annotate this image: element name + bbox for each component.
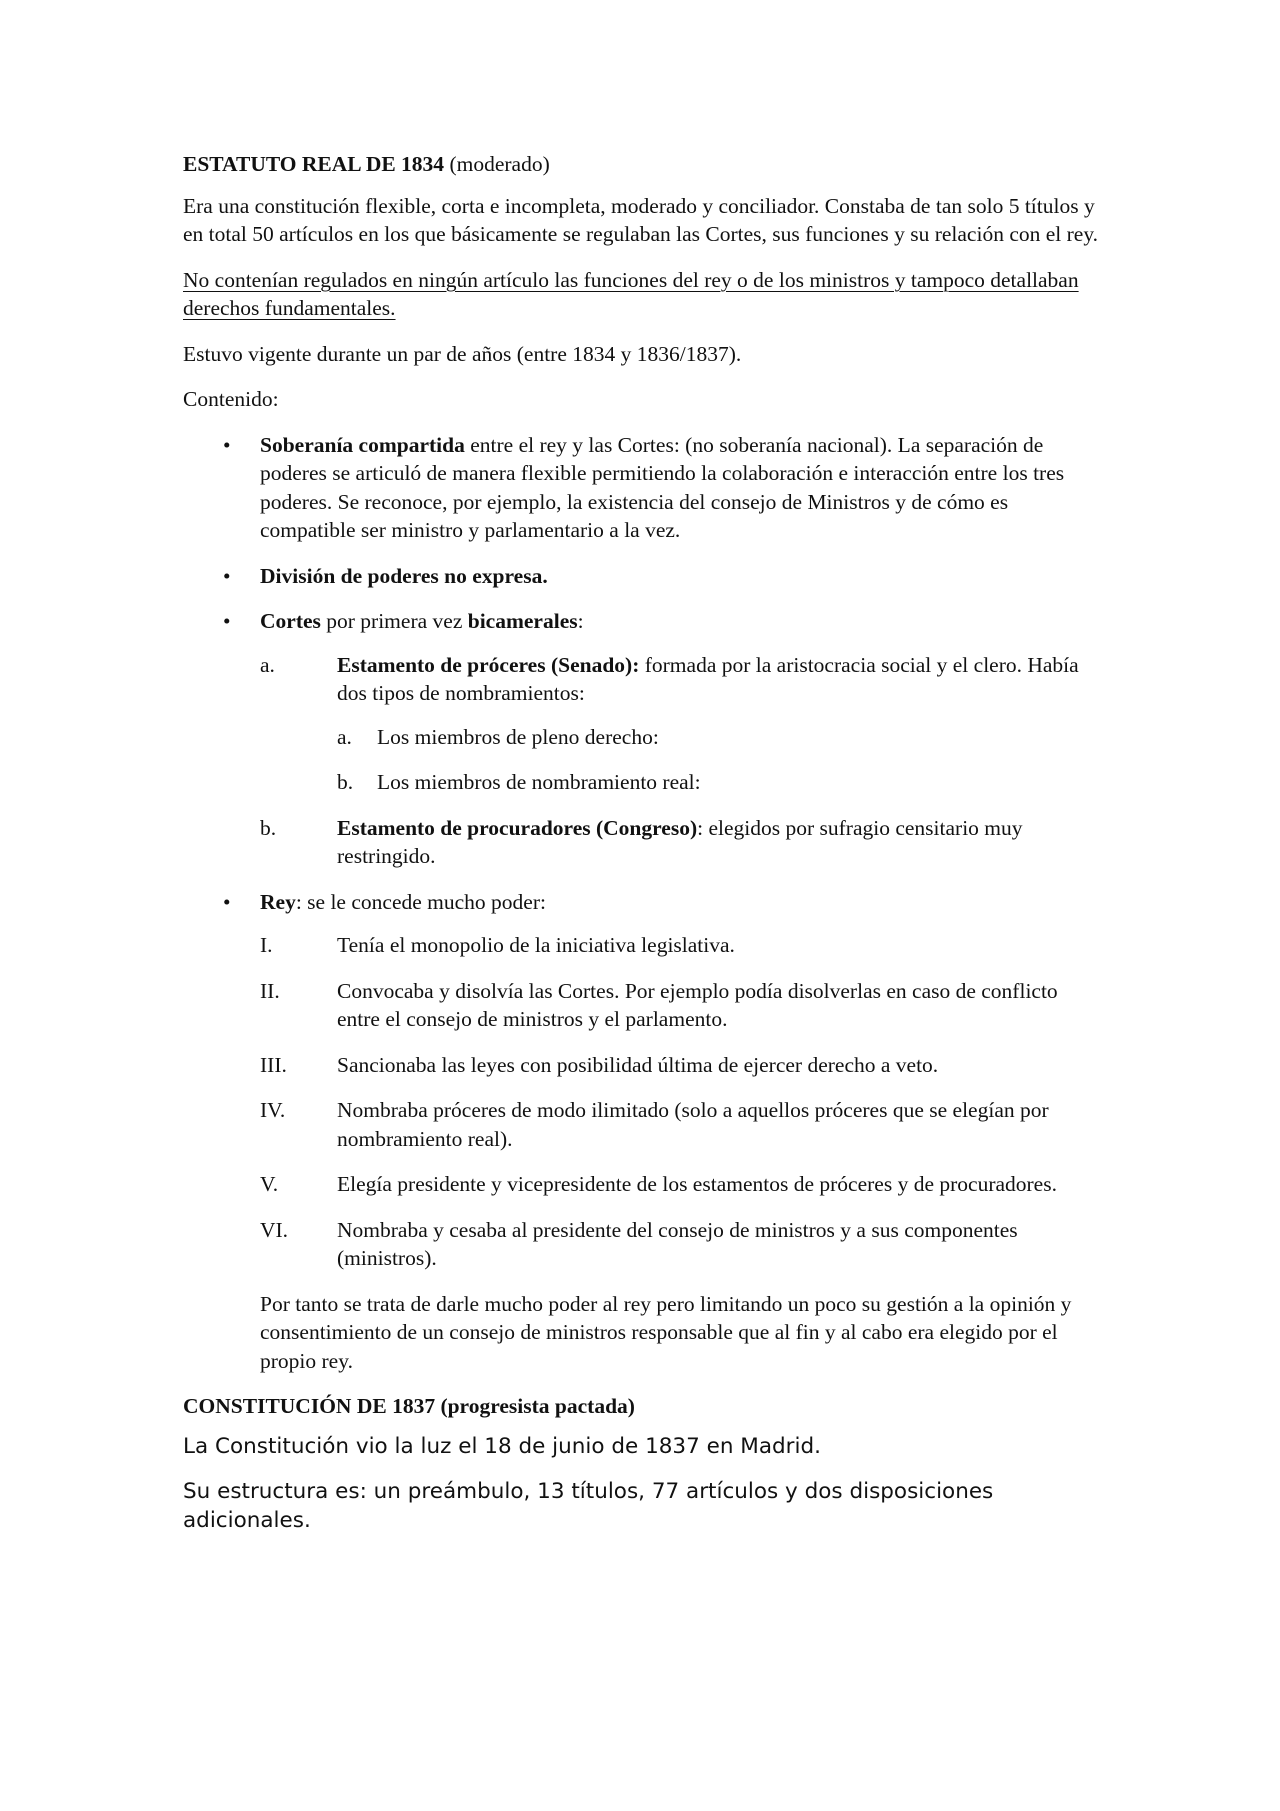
- sublist-item-procuradores: [260, 814, 1103, 871]
- bullet-icon: •: [223, 609, 231, 633]
- sublist-item-proceres: [260, 651, 1103, 797]
- list-item-text: Elegía presidente y vicepresidente de los estamentos de próceres y de procuradores.: [337, 1172, 1057, 1196]
- underlined-note-text: No contenían regulados en ningún artículo las funciones del rey o de los ministros y tampoco detallaban derechos fundamentales.: [183, 267, 1079, 320]
- list-item-division: [183, 562, 1103, 591]
- cortes-sublist: [260, 651, 1103, 871]
- sublist-marker: a.: [260, 652, 275, 677]
- list-item-text: Nombraba próceres de modo ilimitado (solo a aquellos próceres que se elegían por nombramiento real).: [337, 1098, 1049, 1151]
- bullet3-bold2: bicamerales: [467, 609, 578, 633]
- list-item: [260, 1096, 1103, 1153]
- bullet-icon: •: [223, 563, 231, 588]
- bullet2-bold: División de poderes no expresa.: [260, 563, 548, 588]
- list-item-text: Sancionaba las leyes con posibilidad última de ejercer derecho a veto.: [337, 1052, 939, 1077]
- bullet3-bold1: Cortes: [260, 609, 321, 633]
- list-marker: a.: [337, 724, 352, 749]
- underlined-note: [183, 266, 1103, 323]
- vigencia-paragraph: Estuvo vigente durante un par de años (entre 1834 y 1836/1837).: [183, 341, 742, 366]
- roman-marker: I.: [260, 933, 273, 957]
- list-item-text: Nombraba y cesaba al presidente del consejo de ministros y a sus componentes (ministros).: [337, 1217, 1018, 1270]
- bullet-icon: •: [223, 889, 231, 914]
- list-item-text: Tenía el monopolio de la iniciativa legislativa.: [337, 933, 735, 957]
- list-item: [260, 1216, 1103, 1273]
- list-item-soberania: [183, 431, 1103, 545]
- list-item: [260, 931, 1103, 960]
- list-item-text: Convocaba y disolvía las Cortes. Por ejemplo podía disolverlas en caso de conflicto entre el consejo de ministros y el parlamento.: [337, 978, 1058, 1031]
- sublist-marker: b.: [260, 815, 277, 840]
- procuradores-rest: : elegidos por sufragio censitario muy restringido.: [337, 815, 1023, 868]
- rey-powers-list: [260, 931, 1103, 1273]
- list-item: [260, 1170, 1103, 1199]
- proceres-rest: formada por la aristocracia social y el clero. Había dos tipos de nombramientos:: [337, 652, 1079, 705]
- bullet3-mid: por primera vez: [320, 609, 468, 633]
- list-marker: b.: [337, 770, 354, 794]
- section2-paragraph-1: La Constitución vio la luz el 18 de junio de 1837 en Madrid.: [183, 1433, 821, 1459]
- list-item: [337, 768, 1103, 797]
- title-rest: (moderado): [444, 152, 550, 176]
- contenido-list: [183, 431, 1103, 917]
- list-item-text: Los miembros de nombramiento real:: [377, 770, 701, 794]
- intro-paragraph: Era una constitución flexible, corta e incompleta, moderado y conciliador. Constaba de tan solo 5 títulos y en total 50 artículos en los que básicamente se regulaban las Cortes, sus funciones y su relación con el rey.: [183, 193, 1099, 246]
- document-page: [183, 150, 1103, 1552]
- section-title-estatuto: [183, 150, 1103, 179]
- bullet-icon: •: [223, 432, 231, 457]
- roman-marker: IV.: [260, 1098, 286, 1122]
- roman-marker: II.: [260, 978, 280, 1003]
- section-title-1837: [183, 1392, 1103, 1421]
- list-item-cortes: [183, 607, 1103, 871]
- roman-marker: V.: [260, 1172, 279, 1196]
- contenido-label: Contenido:: [183, 387, 279, 411]
- roman-marker: III.: [260, 1052, 287, 1077]
- list-item: [260, 1051, 1103, 1080]
- bullet1-rest: entre el rey y las Cortes: (no soberanía nacional). La separación de poderes se articuló de manera flexible permitiendo la colaboración e interacción entre los tres poderes. Se reconoce, por ejemplo, la existencia del consejo de Ministros y de cómo es compatible ser ministro y parlamentario a la vez.: [260, 432, 1065, 542]
- title-bold: ESTATUTO REAL DE 1834: [183, 152, 445, 176]
- procuradores-bold: Estamento de procuradores (Congreso): [337, 815, 698, 840]
- proceres-bold: Estamento de próceres (Senado):: [337, 652, 640, 677]
- list-item-rey: [183, 888, 1103, 917]
- nombramientos-list: [337, 723, 1103, 797]
- section2-title: CONSTITUCIÓN DE 1837 (progresista pactada): [183, 1394, 635, 1418]
- bullet1-bold: Soberanía compartida: [260, 432, 465, 457]
- bullet4-bold: Rey: [260, 889, 296, 914]
- list-item-text: Los miembros de pleno derecho:: [377, 724, 659, 749]
- bullet3-end: :: [577, 609, 584, 633]
- conclusion-paragraph: Por tanto se trata de darle mucho poder al rey pero limitando un poco su gestión a la opinión y consentimiento de un consejo de ministros responsable que al fin y al cabo era elegido por el propio rey.: [260, 1291, 1072, 1373]
- list-item: [337, 723, 1103, 752]
- bullet4-rest: : se le concede mucho poder:: [295, 889, 546, 914]
- section2-paragraph-2: Su estructura es: un preámbulo, 13 títulos, 77 artículos y dos disposiciones adicionales.: [183, 1479, 994, 1533]
- list-item: [260, 977, 1103, 1034]
- roman-marker: VI.: [260, 1217, 289, 1242]
